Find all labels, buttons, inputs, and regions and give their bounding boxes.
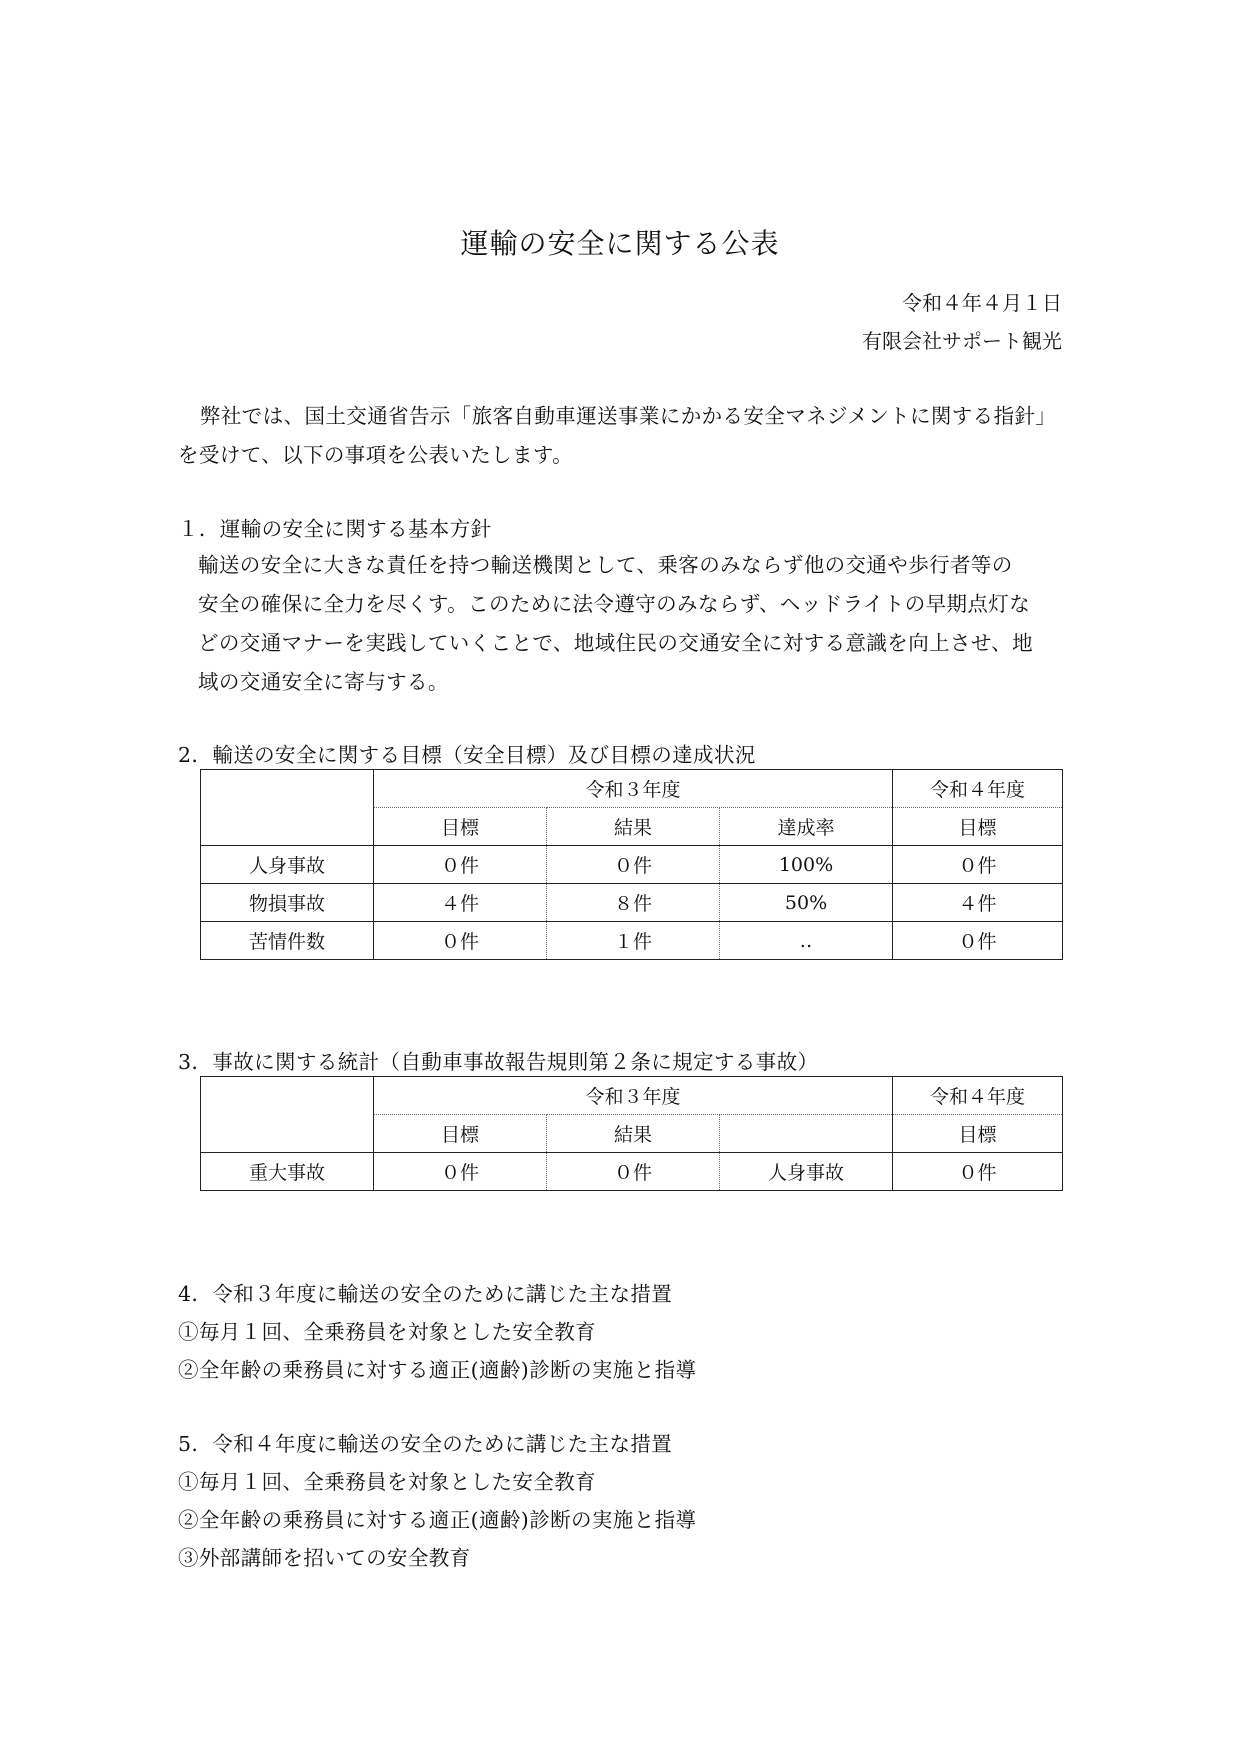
section1-line-1: 輸送の安全に大きな責任を持つ輸送機関として、乗客のみならず他の交通や歩行者等の (198, 553, 1013, 577)
row-rate: 50% (720, 884, 893, 922)
section4-item-2: ②全年齢の乗務員に対する適正(適齢)診断の実施と指導 (178, 1358, 697, 1382)
section2-heading: 2．輸送の安全に関する目標（安全目標）及び目標の達成状況 (178, 743, 756, 767)
table-corner-cell (201, 1077, 374, 1153)
row-result: １件 (547, 922, 720, 960)
intro-line-2: を受けて、以下の事項を公表いたします。 (178, 443, 574, 467)
intro-line-1: 弊社では、国土交通省告示「旅客自動車運送事業にかかる安全マネジメントに関する指針」 (200, 404, 1057, 428)
row-target: ４件 (374, 884, 547, 922)
row-label: 人身事故 (201, 846, 374, 884)
row-next-target: ０件 (893, 846, 1063, 884)
publication-date: 令和４年４月１日 (902, 291, 1062, 315)
row-note: 人身事故 (720, 1153, 893, 1191)
table-row (201, 922, 1063, 960)
section1-line-3: どの交通マナーを実践していくことで、地域住民の交通安全に対する意識を向上させ、地 (198, 631, 1033, 655)
empty-header-cell (720, 1115, 893, 1153)
company-name: 有限会社サポート観光 (862, 329, 1062, 353)
section5-heading: 5．令和４年度に輸送の安全のために講じた主な措置 (178, 1432, 673, 1456)
section5-item-3: ③外部講師を招いての安全教育 (178, 1546, 471, 1570)
page-title: 運輸の安全に関する公表 (460, 227, 780, 260)
section3-heading: 3．事故に関する統計（自動車事故報告規則第２条に規定する事故） (178, 1050, 819, 1074)
section5-item-2: ②全年齢の乗務員に対する適正(適齢)診断の実施と指導 (178, 1508, 697, 1532)
row-result: ８件 (547, 884, 720, 922)
row-label: 物損事故 (201, 884, 374, 922)
table-header-row (201, 1077, 1063, 1115)
col-rate-header: 達成率 (720, 808, 893, 846)
col-result-header: 結果 (547, 1115, 720, 1153)
row-target: ０件 (374, 922, 547, 960)
year-curr-header: 令和４年度 (893, 1077, 1063, 1115)
row-result: ０件 (547, 846, 720, 884)
section1-heading: １．運輸の安全に関する基本方針 (178, 517, 492, 541)
table-row (201, 884, 1063, 922)
row-result: ０件 (547, 1153, 720, 1191)
row-label: 苦情件数 (201, 922, 374, 960)
section1-line-4: 域の交通安全に寄与する。 (198, 670, 449, 694)
row-next-target: ０件 (893, 922, 1063, 960)
table-header-row (201, 770, 1063, 808)
col-target2-header: 目標 (893, 1115, 1063, 1153)
row-target: ０件 (374, 846, 547, 884)
col-target-header: 目標 (374, 1115, 547, 1153)
row-label: 重大事故 (201, 1153, 374, 1191)
row-next-target: ４件 (893, 884, 1063, 922)
year-curr-header: 令和４年度 (893, 770, 1063, 808)
section4-heading: 4．令和３年度に輸送の安全のために講じた主な措置 (178, 1282, 673, 1306)
row-rate: ‥ (720, 922, 893, 960)
table-corner-cell (201, 770, 374, 846)
col-result-header: 結果 (547, 808, 720, 846)
table-row (201, 846, 1063, 884)
section4-item-1: ①毎月１回、全乗務員を対象とした安全教育 (178, 1320, 596, 1344)
year-prev-header: 令和３年度 (374, 1077, 893, 1115)
safety-target-table (200, 769, 1063, 960)
section5-item-1: ①毎月１回、全乗務員を対象とした安全教育 (178, 1470, 596, 1494)
accident-statistics-table (200, 1076, 1063, 1191)
row-target: ０件 (374, 1153, 547, 1191)
col-target2-header: 目標 (893, 808, 1063, 846)
col-target-header: 目標 (374, 808, 547, 846)
section1-line-2: 安全の確保に全力を尽くす。このために法令遵守のみならず、ヘッドライトの早期点灯な (198, 592, 1031, 616)
table-row (201, 1153, 1063, 1191)
year-prev-header: 令和３年度 (374, 770, 893, 808)
row-rate: 100% (720, 846, 893, 884)
row-next-target: ０件 (893, 1153, 1063, 1191)
